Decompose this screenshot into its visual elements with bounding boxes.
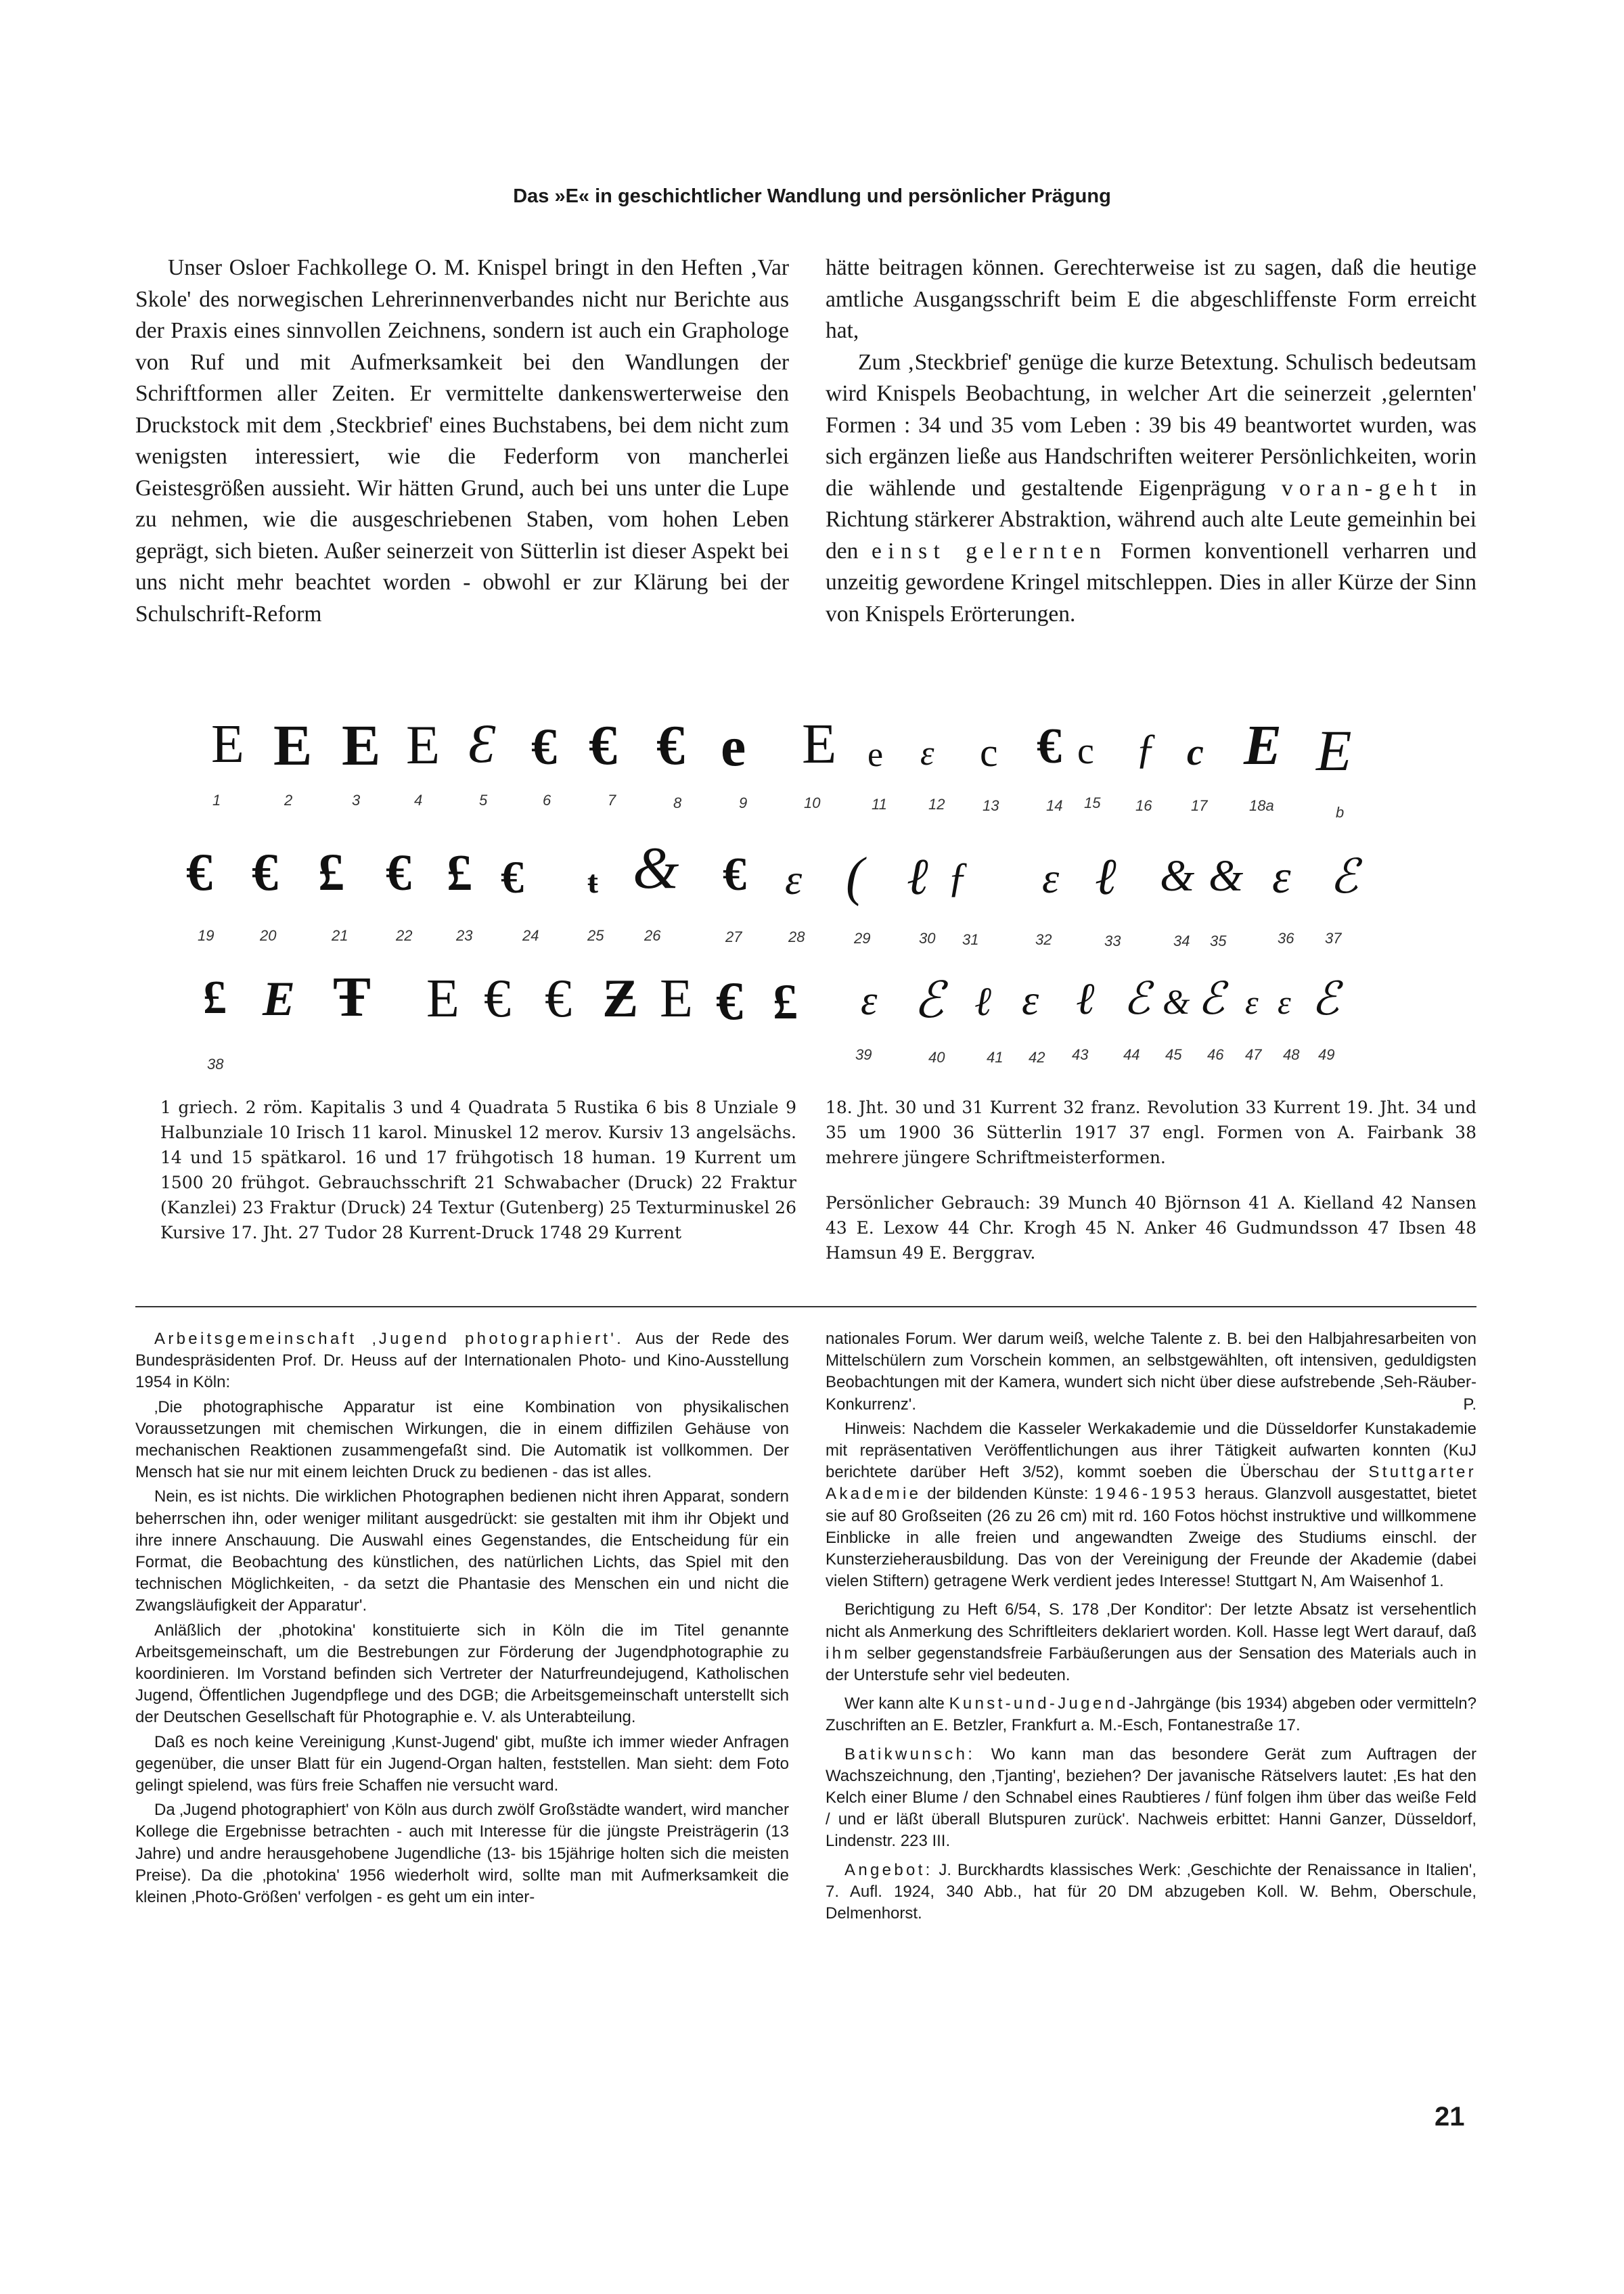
- letter-glyph: €: [501, 851, 524, 903]
- letter-glyph: Ŧ: [333, 966, 371, 1029]
- specimen-number: 20: [260, 927, 277, 944]
- letter-glyph: £: [773, 974, 798, 1030]
- specimen-number: 49: [1318, 1046, 1335, 1063]
- specimen-number: 36: [1278, 930, 1294, 947]
- notes-paragraph: Anläßlich der ‚photokina' konstituierte sich in Köln die im Titel genannte Arbeitsgemeinschaft, um die Bestrebungen zur Förderung der Jugendphotographie zu koordinieren. Im Vorstand befinden sich Vertreter der Naturfreundejugend, Katholischen Jugend, Öffentlichen Jugendpflege und des DGB; die Arbeitsgemeinschaft unterstellt sich der Deutschen Gesellschaft für Photographie e. V. als Unterabteilung.: [135, 1621, 789, 1727]
- specimen-number: 8: [673, 794, 682, 811]
- letter-glyph: ℓ: [974, 979, 991, 1024]
- letter-glyph: ε: [1022, 976, 1039, 1024]
- specimen-number: 34: [1173, 932, 1190, 949]
- letter-glyph: ℰ: [1123, 974, 1150, 1024]
- spaced-text: einst gelernten: [872, 538, 1108, 564]
- letter-glyph: E: [426, 969, 459, 1029]
- specimen-number: 4: [414, 792, 423, 809]
- specimen-number: 7: [608, 792, 616, 809]
- specimen-number: 27: [725, 928, 742, 945]
- letter-glyph: €: [589, 714, 617, 777]
- text-run: in Richtung stärkerer Abstraktion, während auch alte Leute gemeinhin bei den: [826, 475, 1477, 564]
- letter-glyph: &: [633, 836, 679, 901]
- specimen-number: 41: [987, 1049, 1003, 1066]
- specimen-number: 44: [1123, 1046, 1140, 1063]
- specimen-number: 17: [1191, 797, 1208, 814]
- letter-glyph: ℰ: [914, 973, 944, 1029]
- notes-label: Angebot:: [844, 1860, 933, 1879]
- letter-glyph: €: [531, 719, 557, 775]
- letter-glyph: &: [1163, 983, 1190, 1022]
- letter-glyph: &: [1209, 851, 1244, 901]
- letter-glyph: Ɛ: [468, 713, 496, 774]
- text-run: Wer kann alte: [844, 1694, 949, 1713]
- specimen-number: 31: [962, 931, 979, 948]
- notes-paragraph: Da ‚Jugend photographiert' von Köln aus durch zwölf Großstädte wandert, wird mancher Kollege die Ergebnisse betrachten - auch mit Interesse für die jüngste Preisträgerin (13 Jahre) und andre herausgehobene Jugendliche (13- bis 15jährige holten sich die meisten Preise). Da die ‚photokina' 1956 wiederholt wird, sollte man mit Aufmerksamkeit die kleinen ‚Photo-Größen' verfolgen - es geht um ein inter-: [135, 1801, 789, 1907]
- letter-glyph: ℰ: [1198, 974, 1225, 1024]
- specimen-number: 11: [872, 796, 887, 813]
- caption-text: Persönlicher Gebrauch: 39 Munch 40 Björnson 41 A. Kielland 42 Nansen 43 E. Lexow 44 Chr. Krogh 45 N. Anker 46 Gudmundsson 47 Ibsen 48 Hamsun 49 E. Berggrav.: [826, 1193, 1476, 1263]
- specimen-number: 38: [207, 1056, 224, 1073]
- letter-glyph: E: [406, 714, 441, 775]
- signature-initial: P.: [1463, 1395, 1476, 1414]
- letter-glyph: €: [484, 969, 511, 1029]
- letter-glyph: ƒ: [1135, 726, 1156, 772]
- letter-glyph: E: [342, 713, 381, 778]
- notes-paragraph: Daß es noch keine Vereinigung ‚Kunst-Jugend' gibt, mußte ich immer wieder Anfragen gegenüber, die unser Blatt für ein Jugend-Organ halten, feststellen. Man sieht: dem Foto gelingt spielend, was fürs freie Schaffen nie versucht ward.: [135, 1732, 789, 1795]
- specimen-number: 40: [928, 1049, 945, 1066]
- letter-glyph: €: [723, 849, 746, 901]
- notes-label: Hinweis:: [844, 1419, 906, 1438]
- spaced-text: Arbeitsgemeinschaft ‚Jugend photographiert'.: [154, 1330, 625, 1348]
- letter-glyph: €: [545, 969, 572, 1029]
- letter-glyph: €: [186, 842, 212, 901]
- letter-glyph: e: [721, 715, 746, 778]
- notes-paragraph: [826, 1860, 1476, 1925]
- letter-glyph: ε: [1042, 854, 1060, 902]
- letter-glyph: €: [716, 972, 743, 1031]
- letter-glyph: ℰ: [1311, 973, 1340, 1025]
- letter-glyph: ℰ: [1330, 851, 1359, 903]
- specimen-number: 9: [739, 794, 748, 811]
- notes-paragraph: [826, 1328, 1476, 1416]
- text-run: J. Burckhardts klassisches Werk: ‚Geschichte der Renaissance in Italien', 7. Aufl. 1924, 340 Abb., hat für 20 DM abzugeben Koll. W. Behm, Oberschule, Delmenhorst.: [826, 1860, 1476, 1923]
- letter-glyph: ℓ: [1076, 974, 1095, 1024]
- letter-glyph: Ƶ: [602, 969, 639, 1029]
- specimen-number: 30: [919, 930, 936, 947]
- specimen-number: 32: [1035, 931, 1052, 948]
- letter-glyph: ε: [1278, 983, 1291, 1021]
- text-run: Aus der Rede des Bundespräsidenten Prof. Dr. Heuss auf der Internationalen Photo- und Kino-Ausstellung 1954 in Köln:: [135, 1330, 789, 1392]
- page-number: 21: [1435, 2102, 1465, 2132]
- specimen-number: 43: [1072, 1046, 1089, 1063]
- letter-glyph: €: [1037, 719, 1062, 774]
- article-paragraph: hätte beitragen können. Gerechterweise ist zu sagen, daß die heutige amtliche Ausgangsschrift beim E die abgeschliffenste Form erreicht hat,: [826, 255, 1476, 343]
- text-run: Nachdem die Kasseler Werkakademie und die Düsseldorfer Kunstakademie mit repräsentativen Veröffentlichungen aus ihrer Tätigkeit aufwarten konnten (KuJ berichtete darüber Heft 3/52), kommt soeben die Überschau der: [826, 1419, 1476, 1482]
- text-run: nationales Forum. Wer darum weiß, welche Talente z. B. bei den Halbjahresarbeiten von Mittelschülern zum Vorschein kommen, an selbstgewählten, oft intensiven, geduldigsten Beobachtungen mit der Kamera, wundert sich nicht über diese aufstrebende ‚Seh-Räuber-Konkurrenz'.: [826, 1330, 1476, 1414]
- caption-text: 1 griech. 2 röm. Kapitalis 3 und 4 Quadrata 5 Rustika 6 bis 8 Unziale 9 Halbunziale 10 Irisch 11 karol. Minuskel 12 merov. Kursiv 13 angelsächs. 14 und 15 spätkarol. 16 und 17 frühgotisch 18 human. 19 Kurrent um 1500 20 frühgot. Gebrauchsschrift 21 Schwabacher (Druck) 22 Fraktur (Kanzlei) 23 Fraktur (Druck) 24 Textur (Gutenberg) 25 Texturminuskel 26 Kursive 17. Jht. 27 Tudor 28 Kurrent-Druck 1748 29 Kurrent: [160, 1098, 796, 1242]
- letter-glyph: £: [447, 845, 472, 901]
- specimen-caption-right: [826, 1095, 1476, 1265]
- notes-paragraph: [826, 1418, 1476, 1593]
- letter-glyph: &: [1160, 851, 1195, 901]
- spaced-text: ihm: [826, 1644, 861, 1663]
- section-divider: [135, 1306, 1476, 1307]
- notes-column-left: [135, 1328, 789, 1911]
- spaced-text: voran-geht: [1281, 475, 1443, 501]
- letter-glyph: €: [386, 845, 411, 901]
- notes-paragraph: ‚Die photographische Apparatur ist eine Kombination von physikalischen Voraussetzungen mit chemischen Wirkungen, die in einem diffizilen Gehäuse von mechanischen Reaktionen zusammengefaßt sind. Die Automatik ist vollkommen. Der Mensch hat sie nur mit einem leichten Druck zu bedienen - das ist alles.: [135, 1397, 789, 1482]
- specimen-caption-left: [160, 1095, 796, 1245]
- letter-glyph: E: [263, 972, 296, 1026]
- specimen-number: 28: [788, 928, 805, 945]
- text-run: heraus. Glanzvoll ausgestattet, bietet sie auf 80 Großseiten (26 zu 26 cm) mit rd. 160 Fotos höchst instruktive und willkommene Einblicke in alle freien und angewandten Zweige des Studiums einschl. der Kunsterzieherausbildung. Das von der Vereinigung der Freunde der Akademie (dabei vielen Stiftern) getragene Werk verdient jedes Interesse! Stuttgart N, Am Waisenhof 1.: [826, 1485, 1476, 1591]
- specimen-number: 48: [1283, 1046, 1300, 1063]
- letter-glyph: c: [1077, 730, 1094, 772]
- letter-glyph: E: [211, 715, 244, 774]
- specimen-number: 19: [198, 927, 215, 944]
- letter-glyph: ŧ: [587, 864, 598, 900]
- letter-glyph: €: [252, 842, 278, 901]
- letter-glyph: €: [656, 714, 685, 777]
- specimen-number: 14: [1046, 797, 1063, 814]
- text-run: der bildenden Künste:: [921, 1485, 1095, 1504]
- notes-column-right: [826, 1328, 1476, 1927]
- specimen-number: b: [1336, 804, 1345, 821]
- text-run: Formen konventionell verharren und unzeitig gewordene Kringel mitschleppen. Dies in aller Kürze der Sinn von Knispels Erörterungen.: [826, 538, 1476, 627]
- specimen-number: 26: [644, 927, 661, 944]
- specimen-number: 16: [1135, 797, 1152, 814]
- specimen-number: 45: [1165, 1046, 1182, 1063]
- notes-label: Batikwunsch:: [844, 1745, 976, 1763]
- text-run: -Jahrgänge (bis 1934) abgeben oder vermitteln? Zuschriften an E. Betzler, Frankfurt a. M.-Esch, Fontanestraße 17.: [826, 1694, 1476, 1735]
- specimen-number: 35: [1210, 932, 1227, 949]
- letter-glyph: ℓ: [907, 849, 928, 905]
- specimen-number: 12: [928, 796, 945, 813]
- specimen-number: 46: [1207, 1046, 1224, 1063]
- specimen-number: 15: [1084, 794, 1101, 811]
- caption-text: 18. Jht. 30 und 31 Kurrent 32 franz. Revolution 33 Kurrent 19. Jht. 34 und 35 um 1900 36 Sütterlin 1917 37 engl. Formen von A. Fairbank 38 mehrere jüngere Schriftmeisterformen.: [826, 1098, 1476, 1167]
- spaced-text: 1946-1953: [1094, 1485, 1199, 1504]
- specimen-number: 24: [522, 927, 539, 944]
- specimen-number: 10: [804, 794, 821, 811]
- notes-paragraph: [826, 1599, 1476, 1686]
- specimen-number: 2: [284, 792, 293, 809]
- text-run: Berichtigung zu Heft 6/54, S. 178 ‚Der Konditor': Der letzte Absatz ist versehentlich nicht als Anmerkung des Schriftleiters deklariert worden. Koll. Hasse legt Wert darauf, daß: [826, 1600, 1476, 1641]
- text-run: Zum ‚Steckbrief' genüge die kurze Betextung. Schulisch bedeutsam wird Knispels Beobachtung, in welcher Art die seinerzeit ‚gelernten' Formen : 34 und 35 vom Leben : 39 bis 49 beantwortet wurden, was sich ergänzen ließe aus Handschriften weiterer Persönlichkeiten, worin die wählende und gestaltende Eigenprägung: [826, 349, 1476, 501]
- letter-glyph: E: [660, 969, 693, 1029]
- specimen-number: 25: [587, 927, 604, 944]
- specimen-number: 6: [543, 792, 551, 809]
- letter-glyph: ε: [785, 855, 803, 903]
- letter-e-specimen: [0, 0, 1624, 1083]
- specimen-number: 3: [352, 792, 361, 809]
- letter-glyph: c: [1187, 732, 1204, 773]
- specimen-number: 42: [1029, 1049, 1045, 1066]
- specimen-number: 39: [855, 1046, 872, 1063]
- spaced-text: Kunst-und-Jugend: [949, 1694, 1129, 1713]
- letter-glyph: E: [273, 713, 313, 778]
- specimen-number: 22: [396, 927, 413, 944]
- letter-glyph: ε: [1272, 851, 1291, 903]
- notes-paragraph: [826, 1693, 1476, 1736]
- notes-paragraph: Nein, es ist nichts. Die wirklichen Photographen bedienen nicht ihren Apparat, sondern beherrschen ihn, oder weniger militant ausgedrückt: sie gestalten mit ihm ihr Objekt und ihre innere Anschauung. Die Auswahl eines Gegenstandes, die Entscheidung für ein Format, die Beobachtung des künstlichen, des natürlichen Lichts, das Spiel mit den technischen Möglichkeiten, - da setzt die Phantasie des Menschen ein und nicht die Zwangsläufigkeit der Apparatur'.: [135, 1487, 789, 1615]
- letter-glyph: e: [867, 736, 884, 774]
- specimen-number: 37: [1325, 930, 1342, 947]
- letter-glyph: E: [1244, 714, 1282, 777]
- specimen-number: 23: [456, 927, 473, 944]
- specimen-number: 13: [983, 797, 999, 814]
- notes-paragraph: [826, 1744, 1476, 1853]
- letter-glyph: (: [846, 847, 864, 907]
- specimen-number: 21: [332, 927, 348, 944]
- letter-glyph: ε: [920, 734, 934, 773]
- text-run: selber gegenstandsfreie Farbäußerungen aus der Sensation des Materials auch in der Unterstufe sehr viel bedeuten.: [826, 1644, 1476, 1685]
- specimen-number: 33: [1104, 932, 1121, 949]
- spaced-text: Stuttgarter Akademie: [826, 1463, 1476, 1504]
- letter-glyph: E: [1316, 718, 1352, 783]
- specimen-number: 47: [1245, 1046, 1262, 1063]
- specimen-number: 1: [212, 792, 221, 809]
- letter-glyph: £: [203, 972, 227, 1024]
- letter-glyph: ε: [861, 978, 878, 1024]
- article-paragraph: Unser Osloer Fachkollege O. M. Knispel bringt in den Heften ‚Var Skole' des norwegischen Lehrerinnenverbandes nicht nur Berichte aus der Praxis eines sinnvollen Zeichnens, sondern ist auch ein Graphologe von Ruf und mit Aufmerksamkeit bei den Wandlungen der Schriftformen aller Zeiten. Er vermittelte dankenswerterweise den Druckstock mit dem ‚Steckbrief' eines Buchstabens, bei dem nicht zum wenigsten interessiert, wie die Federform von mancherlei Geistesgrößen aussieht. Wir hätten Grund, auch bei uns unter die Lupe zu nehmen, wie die ausgeschriebenen Staben, vom hohen Leben geprägt, sich bieten. Außer seinerzeit von Sütterlin ist dieser Aspekt bei uns nicht mehr beachtet worden - obwohl er zur Klärung bei der Schulschrift-Reform: [135, 255, 789, 627]
- specimen-number: 5: [479, 792, 488, 809]
- letter-glyph: ƒ: [947, 855, 968, 901]
- letter-glyph: £: [318, 842, 344, 901]
- text-run: Wo kann man das besondere Gerät zum Auftragen der Wachszeichnung, den ‚Tjanting', beziehen? Der javanische Rätselvers lautet: ‚Es hat den Kelch einer Blume / den Schnabel eines Raubtieres / fünf folgen ihm über das weiße Feld / und er läßt überall Blutspuren zurück'. Nachweis erbittet: Hanni Ganzer, Düsseldorf, Lindenstr. 223 III.: [826, 1745, 1476, 1851]
- article-title: Das »E« in geschichtlicher Wandlung und persönlicher Prägung: [513, 185, 1111, 207]
- letter-glyph: c: [980, 730, 998, 775]
- notes-paragraph: [135, 1328, 789, 1394]
- letter-glyph: ℓ: [1095, 849, 1116, 905]
- letter-glyph: ε: [1245, 983, 1259, 1021]
- specimen-number: 18a: [1249, 797, 1274, 814]
- letter-glyph: E: [802, 713, 837, 775]
- specimen-number: 29: [854, 930, 871, 947]
